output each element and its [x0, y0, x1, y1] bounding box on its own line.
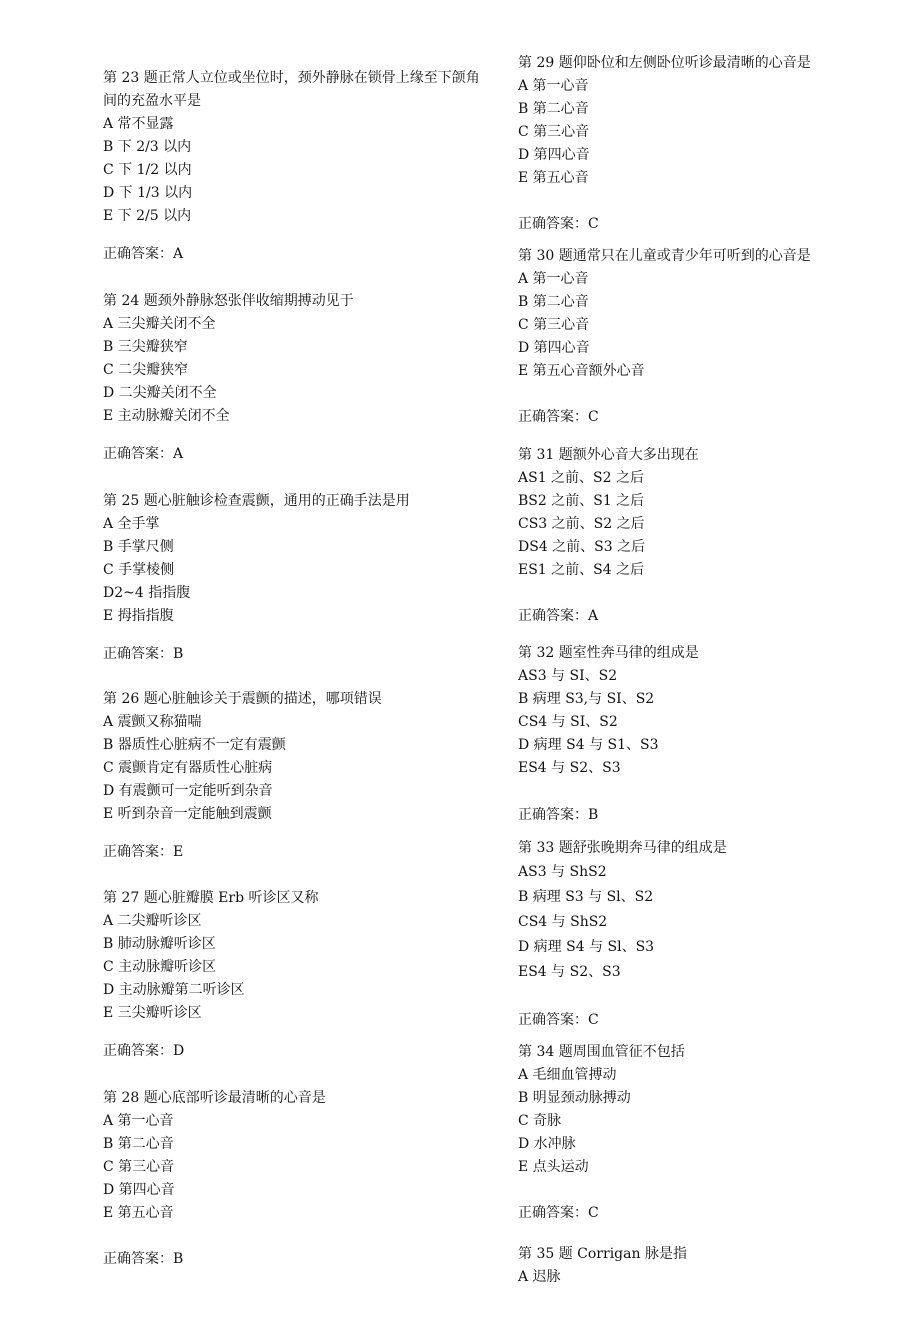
answer: 正确答案：E	[103, 844, 184, 860]
option-e: E 主动脉瓣关闭不全	[103, 408, 230, 424]
question-24	[103, 290, 354, 466]
option-d: D 水冲脉	[518, 1136, 576, 1152]
question-26	[103, 688, 382, 864]
option-b: B 三尖瓣狭窄	[103, 339, 188, 355]
question-text: 第 29 题仰卧位和左侧卧位听诊最清晰的心音是	[518, 55, 811, 71]
question-text: 第 31 题额外心音大多出现在	[518, 447, 699, 463]
option-b: B 第二心音	[103, 1136, 174, 1152]
question-31	[518, 444, 699, 628]
question-text: 第 27 题心脏瓣膜 Erb 听诊区又称	[103, 890, 319, 906]
answer: 正确答案：C	[518, 1205, 599, 1221]
question-32	[518, 642, 699, 827]
option-c: CS4 与 ShS2	[518, 914, 608, 930]
option-e: E 第五心音	[518, 170, 589, 186]
option-c: C 第三心音	[518, 317, 590, 333]
option-b: BS2 之前、S1 之后	[518, 493, 645, 509]
question-28	[103, 1087, 326, 1271]
question-27	[103, 887, 319, 1063]
option-c: C 下 1/2 以内	[103, 162, 192, 178]
answer: 正确答案：A	[103, 446, 184, 462]
option-d: D2~4 指指腹	[103, 585, 191, 601]
option-d: D 有震颤可一定能听到杂音	[103, 783, 273, 799]
question-text: 第 30 题通常只在儿童或青少年可听到的心音是	[518, 248, 811, 264]
option-a: AS3 与 SI、S2	[518, 668, 618, 684]
option-e: E 点头运动	[518, 1159, 589, 1175]
option-c: CS3 之前、S2 之后	[518, 516, 645, 532]
question-33	[518, 837, 727, 1032]
option-c: C 手掌棱侧	[103, 562, 175, 578]
question-text: 第 25 题心脏触诊检查震颤，通用的正确手法是用	[103, 493, 410, 509]
option-d: D 二尖瓣关闭不全	[103, 385, 217, 401]
option-e: ES4 与 S2、S3	[518, 760, 621, 776]
question-text: 第 24 题颈外静脉怒张伴收缩期搏动见于	[103, 293, 354, 309]
option-b: B 第二心音	[518, 294, 589, 310]
option-b: B 下 2/3 以内	[103, 139, 192, 155]
option-a: A 常不显露	[103, 116, 174, 132]
question-text: 第 34 题周围血管征不包括	[518, 1044, 685, 1060]
option-e: E 第五心音额外心音	[518, 363, 645, 379]
option-b: B 器质性心脏病不一定有震颤	[103, 737, 286, 753]
option-c: C 奇脉	[518, 1113, 562, 1129]
option-a: A 第一心音	[518, 78, 589, 94]
option-c: CS4 与 SI、S2	[518, 714, 618, 730]
option-a: A 三尖瓣关闭不全	[103, 316, 216, 332]
option-b: B 明显颈动脉搏动	[518, 1090, 631, 1106]
option-a: A 第一心音	[103, 1113, 174, 1129]
answer: 正确答案：B	[518, 807, 599, 823]
question-29	[518, 52, 811, 236]
option-a: A 毛细血管搏动	[518, 1067, 617, 1083]
option-a: AS1 之前、S2 之后	[518, 470, 645, 486]
answer: 正确答案：D	[103, 1043, 185, 1059]
question-23	[103, 67, 493, 266]
option-e: ES1 之前、S4 之后	[518, 562, 645, 578]
answer: 正确答案：B	[103, 646, 184, 662]
option-a: A 第一心音	[518, 271, 589, 287]
option-d: D 病理 S4 与 Sl、S3	[518, 939, 655, 955]
option-d: D 第四心音	[103, 1182, 175, 1198]
option-c: C 第三心音	[518, 124, 590, 140]
question-text: 第 32 题室性奔马律的组成是	[518, 645, 699, 661]
option-a: A 二尖瓣听诊区	[103, 913, 202, 929]
option-d: D 主动脉瓣第二听诊区	[103, 982, 245, 998]
option-b: B 第二心音	[518, 101, 589, 117]
option-a: AS3 与 ShS2	[518, 864, 607, 880]
question-35	[518, 1243, 687, 1289]
answer: 正确答案：A	[103, 246, 184, 262]
question-25	[103, 490, 410, 666]
option-d: DS4 之前、S3 之后	[518, 539, 646, 555]
option-e: E 听到杂音一定能触到震颤	[103, 806, 272, 822]
option-c: C 二尖瓣狭窄	[103, 362, 189, 378]
option-c: C 主动脉瓣听诊区	[103, 959, 217, 975]
answer: 正确答案：B	[103, 1251, 184, 1267]
option-a: A 全手掌	[103, 516, 160, 532]
option-b: B 病理 S3,与 SI、S2	[518, 691, 655, 707]
option-e: E 第五心音	[103, 1205, 174, 1221]
option-e: E 拇指指腹	[103, 608, 174, 624]
question-text: 第 35 题 Corrigan 脉是指	[518, 1246, 687, 1262]
question-text: 第 26 题心脏触诊关于震颤的描述，哪项错误	[103, 691, 382, 707]
option-b: B 手掌尺侧	[103, 539, 174, 555]
answer: 正确答案：C	[518, 1012, 599, 1028]
option-c: C 震颤肯定有器质性心脏病	[103, 760, 273, 776]
answer: 正确答案：A	[518, 608, 599, 624]
question-text: 第 33 题舒张晚期奔马律的组成是	[518, 840, 727, 856]
option-c: C 第三心音	[103, 1159, 175, 1175]
option-a: A 迟脉	[518, 1269, 561, 1285]
option-a: A 震颤又称猫喘	[103, 714, 202, 730]
option-d: D 第四心音	[518, 340, 590, 356]
option-b: B 病理 S3 与 Sl、S2	[518, 889, 654, 905]
question-34	[518, 1041, 685, 1225]
answer: 正确答案：C	[518, 409, 599, 425]
option-e: E 下 2/5 以内	[103, 208, 192, 224]
option-d: D 下 1/3 以内	[103, 185, 193, 201]
answer: 正确答案：C	[518, 216, 599, 232]
option-e: E 三尖瓣听诊区	[103, 1005, 202, 1021]
question-text: 第 23 题正常人立位或坐位时，颈外静脉在锁骨上缘至下颌角间的充盈水平是	[103, 70, 480, 109]
option-d: D 第四心音	[518, 147, 590, 163]
question-30	[518, 245, 811, 429]
option-b: B 肺动脉瓣听诊区	[103, 936, 216, 952]
option-e: ES4 与 S2、S3	[518, 964, 621, 980]
option-d: D 病理 S4 与 S1、S3	[518, 737, 659, 753]
question-text: 第 28 题心底部听诊最清晰的心音是	[103, 1090, 326, 1106]
